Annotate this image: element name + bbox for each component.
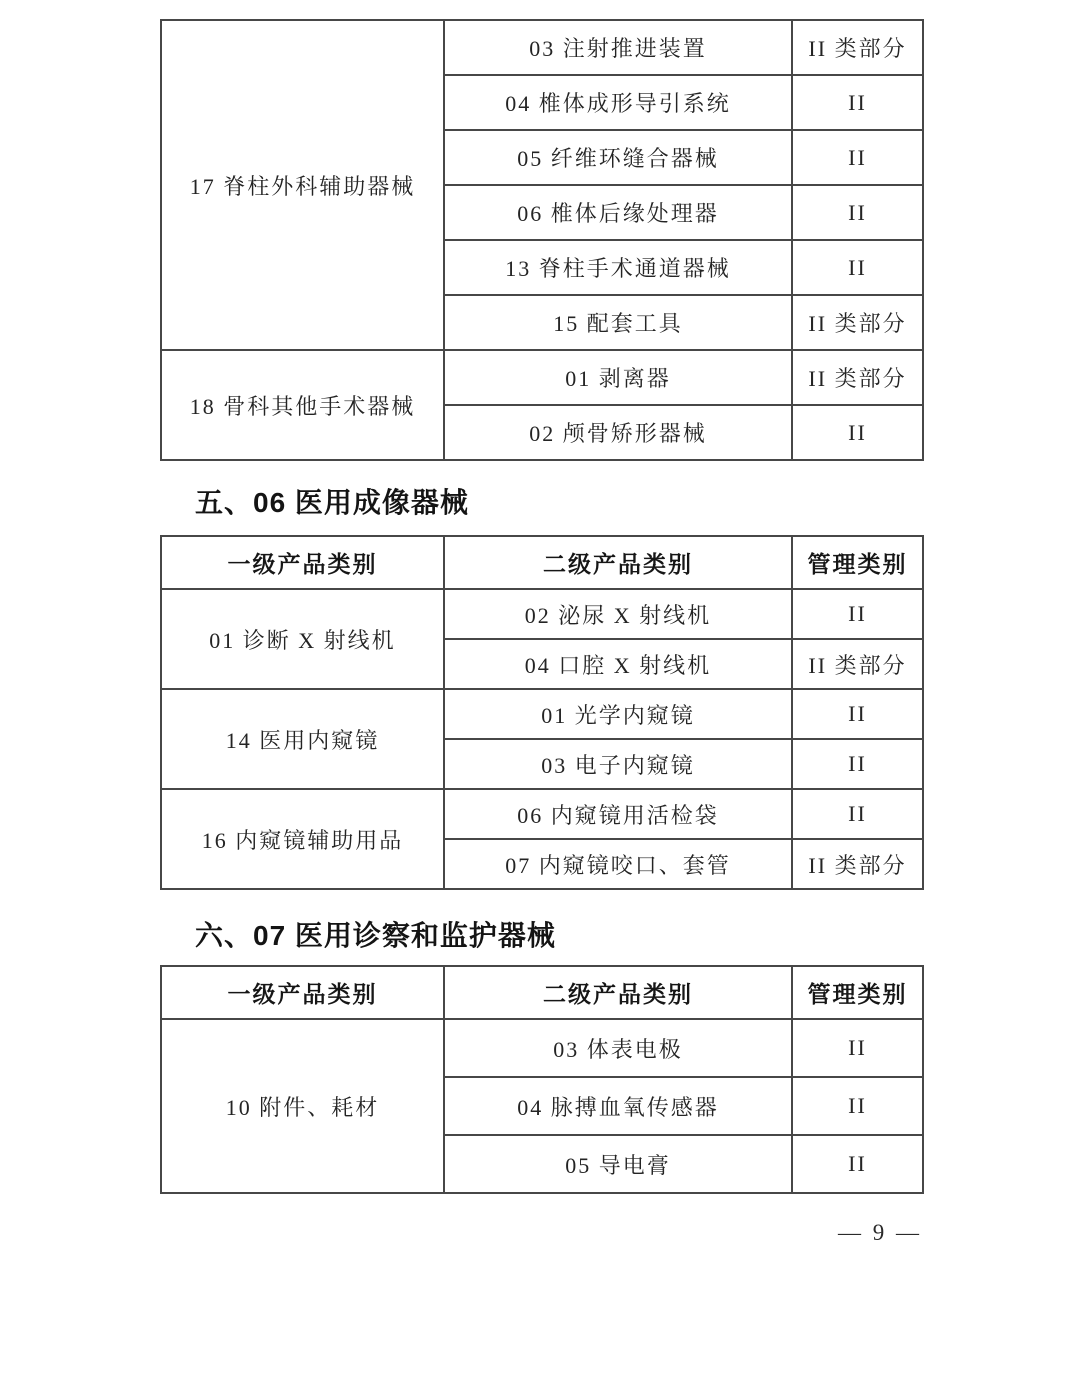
management-class-cell: II 类部分 — [792, 839, 923, 889]
secondary-category-cell: 01 光学内窥镜 — [444, 689, 792, 739]
secondary-category-cell: 15 配套工具 — [444, 295, 792, 350]
column-header-secondary-category: 二级产品类别 — [444, 536, 792, 589]
primary-category-cell: 10 附件、耗材 — [161, 1019, 444, 1193]
secondary-category-cell: 05 导电膏 — [444, 1135, 792, 1193]
section-heading-monitoring: 六、07 医用诊察和监护器械 — [195, 920, 556, 951]
imaging-devices-table — [160, 535, 924, 890]
primary-category-cell: 01 诊断 X 射线机 — [161, 589, 444, 689]
management-class-cell: II — [792, 739, 923, 789]
secondary-category-cell: 01 剥离器 — [444, 350, 792, 405]
management-class-cell: II — [792, 185, 923, 240]
secondary-category-cell: 04 椎体成形导引系统 — [444, 75, 792, 130]
table-row — [161, 350, 923, 405]
management-class-cell: II — [792, 1019, 923, 1077]
table-row — [161, 589, 923, 639]
table-header-row — [161, 536, 923, 589]
secondary-category-cell: 05 纤维环缝合器械 — [444, 130, 792, 185]
management-class-cell: II — [792, 240, 923, 295]
column-header-management-class: 管理类别 — [792, 966, 923, 1019]
secondary-category-cell: 06 椎体后缘处理器 — [444, 185, 792, 240]
management-class-cell: II — [792, 130, 923, 185]
table-row — [161, 20, 923, 75]
management-class-cell: II 类部分 — [792, 20, 923, 75]
secondary-category-cell: 02 泌尿 X 射线机 — [444, 589, 792, 639]
management-class-cell: II — [792, 1077, 923, 1135]
page-number: — 9 — — [838, 1220, 922, 1245]
secondary-category-cell: 13 脊柱手术通道器械 — [444, 240, 792, 295]
orthopedic-devices-table-continued — [160, 19, 924, 461]
table-row — [161, 689, 923, 739]
section-heading-imaging: 五、06 医用成像器械 — [195, 487, 469, 518]
management-class-cell: II 类部分 — [792, 350, 923, 405]
primary-category-cell: 14 医用内窥镜 — [161, 689, 444, 789]
management-class-cell: II — [792, 75, 923, 130]
column-header-primary-category: 一级产品类别 — [161, 966, 444, 1019]
table-row — [161, 1019, 923, 1077]
secondary-category-cell: 03 注射推进装置 — [444, 20, 792, 75]
column-header-primary-category: 一级产品类别 — [161, 536, 444, 589]
management-class-cell: II 类部分 — [792, 295, 923, 350]
column-header-secondary-category: 二级产品类别 — [444, 966, 792, 1019]
table-header-row — [161, 966, 923, 1019]
management-class-cell: II — [792, 589, 923, 639]
secondary-category-cell: 07 内窥镜咬口、套管 — [444, 839, 792, 889]
management-class-cell: II — [792, 789, 923, 839]
secondary-category-cell: 04 脉搏血氧传感器 — [444, 1077, 792, 1135]
secondary-category-cell: 06 内窥镜用活检袋 — [444, 789, 792, 839]
monitoring-devices-table — [160, 965, 924, 1194]
secondary-category-cell: 02 颅骨矫形器械 — [444, 405, 792, 460]
secondary-category-cell: 04 口腔 X 射线机 — [444, 639, 792, 689]
management-class-cell: II 类部分 — [792, 639, 923, 689]
primary-category-cell: 16 内窥镜辅助用品 — [161, 789, 444, 889]
management-class-cell: II — [792, 1135, 923, 1193]
management-class-cell: II — [792, 405, 923, 460]
table-row — [161, 789, 923, 839]
primary-category-cell: 18 骨科其他手术器械 — [161, 350, 444, 460]
secondary-category-cell: 03 电子内窥镜 — [444, 739, 792, 789]
secondary-category-cell: 03 体表电极 — [444, 1019, 792, 1077]
column-header-management-class: 管理类别 — [792, 536, 923, 589]
management-class-cell: II — [792, 689, 923, 739]
primary-category-cell: 17 脊柱外科辅助器械 — [161, 20, 444, 350]
